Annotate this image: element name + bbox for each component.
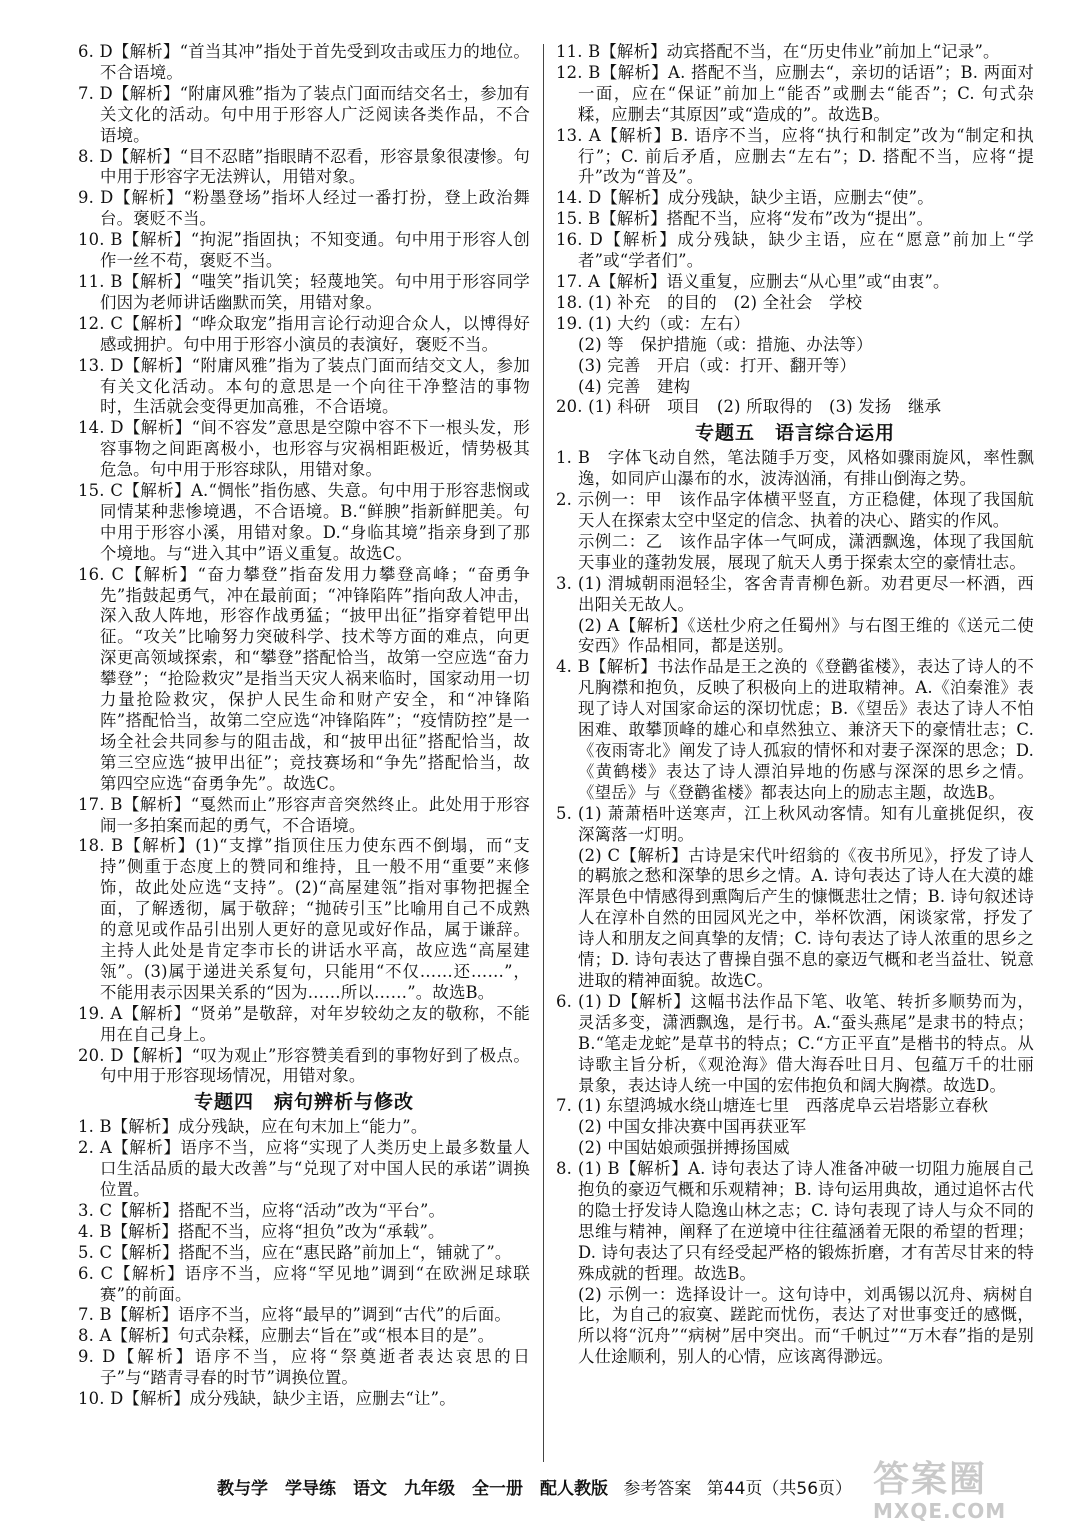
answer-item: 7. B【解析】语序不当，应将“最早的”调到“古代”的后面。 xyxy=(78,1305,512,1325)
answer-item: 19. A【解析】“贤弟”是敬辞，对年岁较幼之友的敬称，不能用在自己身上。 xyxy=(78,1003,530,1044)
answer-item: 8. D【解析】“目不忍睹”指眼睛不忍看，形容景象很凄惨。句中用于形容字无法辨认，用错对象。 xyxy=(78,146,530,187)
answer-item: 4. B【解析】搭配不当，应将“担负”改为“承载”。 xyxy=(78,1221,445,1241)
footer-section: 参考答案 xyxy=(623,1479,692,1499)
answer-item: 9. D【解析】语序不当，应将“祭奠逝者表达哀思的日子”与“踏青寻春的时节”调换位置。 xyxy=(78,1347,530,1388)
answer-item: 12. C【解析】“哗众取宠”指用言论行动迎合众人，以博得好感或拥护。句中用于形容小演员的表演好，褒贬不当。 xyxy=(78,313,530,354)
answer-subitem: (4) 完善 建构 xyxy=(578,376,691,396)
answer-item: 11. B【解析】动宾搭配不当，在“历史伟业”前加上“记录”。 xyxy=(556,42,1000,61)
answer-item: 2. A【解析】语序不当，应将“实现了人类历史上最多数量人口生活品质的最大改善”与“兑现了对中国人民的承诺”调换位置。 xyxy=(78,1138,530,1200)
answer-item: 7. D【解析】“附庸风雅”指为了装点门面而结交名士，参加有关文化的活动。句中用于形容人广泛阅读各类作品，不合语境。 xyxy=(78,83,530,145)
answer-item: 15. C【解析】A.“惆怅”指伤感、失意。句中用于形容悲悯或同情某种悲惨境遇，不合语境。B.“鲜腴”指新鲜肥美。句中用于形容小溪，用错对象。D.“身临其境”指亲身到了那个境地。与“进入其中”语义重复。故选C。 xyxy=(78,481,530,563)
right-column xyxy=(556,42,1034,1462)
answer-item: 12. B【解析】A. 搭配不当，应删去“，亲切的话语”；B. 两面对一面，应在“保证”前加上“能否”或删去“能否”；C. 句式杂糅，应删去“其原因”或“造成的”。故选B。 xyxy=(556,62,1034,124)
section-heading: 专题四 病句辨析与修改 xyxy=(193,1091,414,1114)
answer-subitem: (2) A【解析】《送杜少府之任蜀州》与右图王维的《送元二使安西》作品相同，都是送别。 xyxy=(578,615,1034,656)
answer-item: 11. B【解析】“嗤笑”指讥笑；轻蔑地笑。句中用于形容同学们因为老师讲话幽默而笑，用错对象。 xyxy=(78,271,530,312)
answer-item: 17. B【解析】“戛然而止”形容声音突然终止。此处用于形容闹一多拍案而起的勇气，不合语境。 xyxy=(78,794,530,835)
watermark xyxy=(873,1460,1043,1530)
answer-item: 18. (1) 补充 的目的 (2) 全社会 学校 xyxy=(556,292,863,312)
answer-item: 8. (1) B【解析】A. 诗句表达了诗人准备冲破一切阻力施展自己抱负的豪迈气概和乐观精神；B. 诗句运用典故，通过追怀古代的隐士抒发诗人隐逸山林之志；C. 诗句表现了诗人与众不同的思维与精神，阐释了在逆境中往往蕴涵着无限的希望的哲理；D. 诗句表达了只有经受起严格的锻炼折磨，才有苦尽甘来的特殊成就的哲理。故选B。 xyxy=(556,1159,1034,1283)
answer-subitem: (2) 示例一：选择设计一。这句诗中，刘禹锡以沉舟、病树自比，为自己的寂寞、蹉跎而忧伤，表达了对世事变迁的感慨，所以将“沉舟”“病树”居中突出。而“千帆过”“万木春”指的是别人仕途顺利，别人的心情，应该离得渺远。 xyxy=(578,1284,1034,1367)
answer-item: 16. D【解析】成分残缺，缺少主语，应在“愿意”前加上“学者”或“学者们”。 xyxy=(556,230,1034,271)
answer-item: 10. D【解析】成分残缺，缺少主语，应删去“让”。 xyxy=(78,1389,456,1409)
answer-item: 6. D【解析】“首当其冲”指处于首先受到攻击或压力的地位。不合语境。 xyxy=(78,42,530,82)
answer-item: 6. (1) D【解析】这幅书法作品下笔、收笔、转折多顺势而为，灵活多变，潇洒飘逸，是行书。A.“蚕头燕尾”是隶书的特点；B.“笔走龙蛇”是草书的特点；C.“方正平直”是楷书的特点。从诗歌主旨分析，《观沧海》借大海吞吐日月、包蕴万千的壮丽景象，表达诗人统一中国的宏伟抱负和阔大胸襟。故选D。 xyxy=(556,991,1034,1095)
answer-subitem: (2) 中国姑娘顽强拼搏扬国威 xyxy=(578,1138,790,1158)
answer-item: 1. B 字体飞动自然，笔法随手万变，风格如骤雨旋风，率性飘逸，如同庐山瀑布的水，波涛汹涌，有排山倒海之势。 xyxy=(556,448,1034,489)
answer-item: 10. B【解析】“拘泥”指固执；不知变通。句中用于形容人创作一丝不苟，褒贬不当。 xyxy=(78,230,530,271)
watermark-url: MXQE.COM xyxy=(873,1499,1007,1523)
answer-item: 5. (1) 萧萧梧叶送寒声，江上秋风动客情。知有儿童挑促织，夜深篱落一灯明。 xyxy=(556,803,1034,844)
answer-item: 3. C【解析】搭配不当，应将“活动”改为“平台”。 xyxy=(78,1200,446,1220)
watermark-logo: 答案圈 xyxy=(873,1459,988,1500)
answer-subitem: (2) C【解析】古诗是宋代叶绍翁的《夜书所见》，抒发了诗人的羁旅之愁和深挚的思乡之情。A. 诗句表达了诗人在大漠的雄浑景色中情感得到熏陶后产生的慷慨悲壮之情；B. 诗句叙述诗人在淳朴自然的田园风光之中，举杯饮酒，闲谈家常，抒发了诗人和朋友之间真挚的友情；C. 诗句表达了诗人浓重的思乡之情；D. 诗句表达了曹操自强不息的豪迈气概和老当益壮、锐意进取的精神面貌。故选C。 xyxy=(578,845,1034,990)
answer-item: 4. B【解析】书法作品是王之涣的《登鹳雀楼》，表达了诗人的不凡胸襟和抱负，反映了积极向上的进取精神。A.《泊秦淮》表现了诗人对国家命运的深切忧虑；B.《望岳》表达了诗人不怕困难、敢攀顶峰的雄心和卓然独立、兼济天下的豪情壮志；C.《夜雨寄北》阐发了诗人孤寂的情怀和对妻子深深的思念；D.《黄鹤楼》表达了诗人漂泊异地的伤感与深深的思乡之情。《望岳》与《登鹳雀楼》都表达向上的励志主题，故选B。 xyxy=(556,657,1034,802)
footer-series: 教与学 学导练 语文 九年级 全一册 配人教版 xyxy=(216,1479,608,1499)
answer-item: 19. (1) 大约（或：左右） xyxy=(556,313,751,333)
answer-subitem: 示例二：乙 该作品字体一气呵成，潇洒飘逸，体现了我国航天事业的蓬勃发展，展现了航天人勇于探索太空的豪情壮志。 xyxy=(578,531,1034,572)
answer-item: 17. A【解析】语义重复，应删去“从心里”或“由衷”。 xyxy=(556,271,950,291)
left-column xyxy=(78,42,530,1462)
answer-item: 20. (1) 科研 项目 (2) 所取得的 (3) 发扬 继承 xyxy=(556,397,942,417)
answer-item: 5. C【解析】搭配不当，应在“惠民路”前加上“，铺就了”。 xyxy=(78,1242,512,1262)
answer-item: 20. D【解析】“叹为观止”形容赞美看到的事物好到了极点。句中用于形容现场情况，用错对象。 xyxy=(78,1045,530,1086)
footer-page-number: 第44页（共56页） xyxy=(706,1479,853,1499)
answer-item: 18. B【解析】(1)“支撑”指顶住压力使东西不倒塌，而“支持”侧重于态度上的赞同和维持，且一般不用“重要”来修饰，故此处应选“支持”。(2)“高屋建瓴”指对事物把握全面，了解透彻，属于敬辞；“抛砖引玉”比喻用自己不成熟的意见或作品引出别人更好的意见或好作品，属于谦辞。主持人此处是肯定李市长的讲话水平高，故应选“高屋建瓴”。(3)属于递进关系复句，只能用“不仅……还……”，不能用表示因果关系的“因为……所以……”。故选B。 xyxy=(78,836,530,1002)
answer-item: 7. (1) 东望鸿城水绕山塘连七里 西落虎阜云岩塔影立春秋 xyxy=(556,1096,989,1116)
answer-item: 8. A【解析】句式杂糅，应删去“旨在”或“根本目的是”。 xyxy=(78,1326,495,1346)
answer-item: 6. C【解析】语序不当，应将“罕见地”调到“在欧洲足球联赛”的前面。 xyxy=(78,1263,530,1304)
answer-item: 14. D【解析】成分残缺，缺少主语，应删去“使”。 xyxy=(556,188,934,208)
answer-item: 9. D【解析】“粉墨登场”指坏人经过一番打扮，登上政治舞台。褒贬不当。 xyxy=(78,188,530,229)
answer-item: 13. A【解析】B. 语序不当，应将“执行和制定”改为“制定和执行”；C. 前后矛盾，应删去“左右”；D. 搭配不当，应将“提升”改为“普及”。 xyxy=(556,125,1034,187)
answer-item: 15. B【解析】搭配不当，应将“发布”改为“提出”。 xyxy=(556,209,934,229)
answer-subitem: (2) 等 保护措施（或：措施、办法等） xyxy=(578,334,873,354)
answer-item: 3. (1) 渭城朝雨浥轻尘，客舍青青柳色新。劝君更尽一杯酒，西出阳关无故人。 xyxy=(556,573,1034,614)
section-heading: 专题五 语言综合运用 xyxy=(694,422,895,445)
answer-subitem: (2) 中国女排决赛中国再获亚军 xyxy=(578,1117,807,1137)
answer-subitem: (3) 完善 开启（或：打开、翻开等） xyxy=(578,355,857,375)
answer-item: 14. D【解析】“间不容发”意思是空隙中容不下一根头发，形容事物之间距离极小，也形容与灾祸相距极近，情势极其危急。句中用于形容球队，用错对象。 xyxy=(78,418,530,480)
answer-item: 13. D【解析】“附庸风雅”指为了装点门面而结交文人，参加有关文化活动。本句的意思是一个向往干净整洁的事物时，生活就会变得更加高雅，不合语境。 xyxy=(78,355,530,417)
answer-item: 16. C【解析】“奋力攀登”指奋发用力攀登高峰；“奋勇争先”指鼓起勇气，冲在最前面；“冲锋陷阵”指向敌人冲击，深入敌人阵地，形容作战勇猛；“披甲出征”指穿着铠甲出征。“攻关”比喻努力突破科学、技术等方面的难点，向更深更高领域探索，和“攀登”搭配恰当，故第一空应选“奋力攀登”；“抢险救灾”是指当天灾人祸来临时，国家动用一切力量抢险救灾，保护人民生命和财产安全，和“冲锋陷阵”搭配恰当，故第二空应选“冲锋陷阵”；“疫情防控”是一场全社会共同参与的阻击战，和“披甲出征”搭配恰当，故第三空应选“披甲出征”；竞技赛场和“争先”搭配恰当，故第四空应选“奋勇争先”。故选C。 xyxy=(78,564,530,793)
column-divider xyxy=(543,44,544,1462)
answer-item: 2. 示例一：甲 该作品字体横平竖直，方正稳健，体现了我国航天人在探索太空中坚定的信念、执着的决心、踏实的作风。 xyxy=(556,490,1034,531)
answer-item: 1. B【解析】成分残缺，应在句末加上“能力”。 xyxy=(78,1117,428,1137)
